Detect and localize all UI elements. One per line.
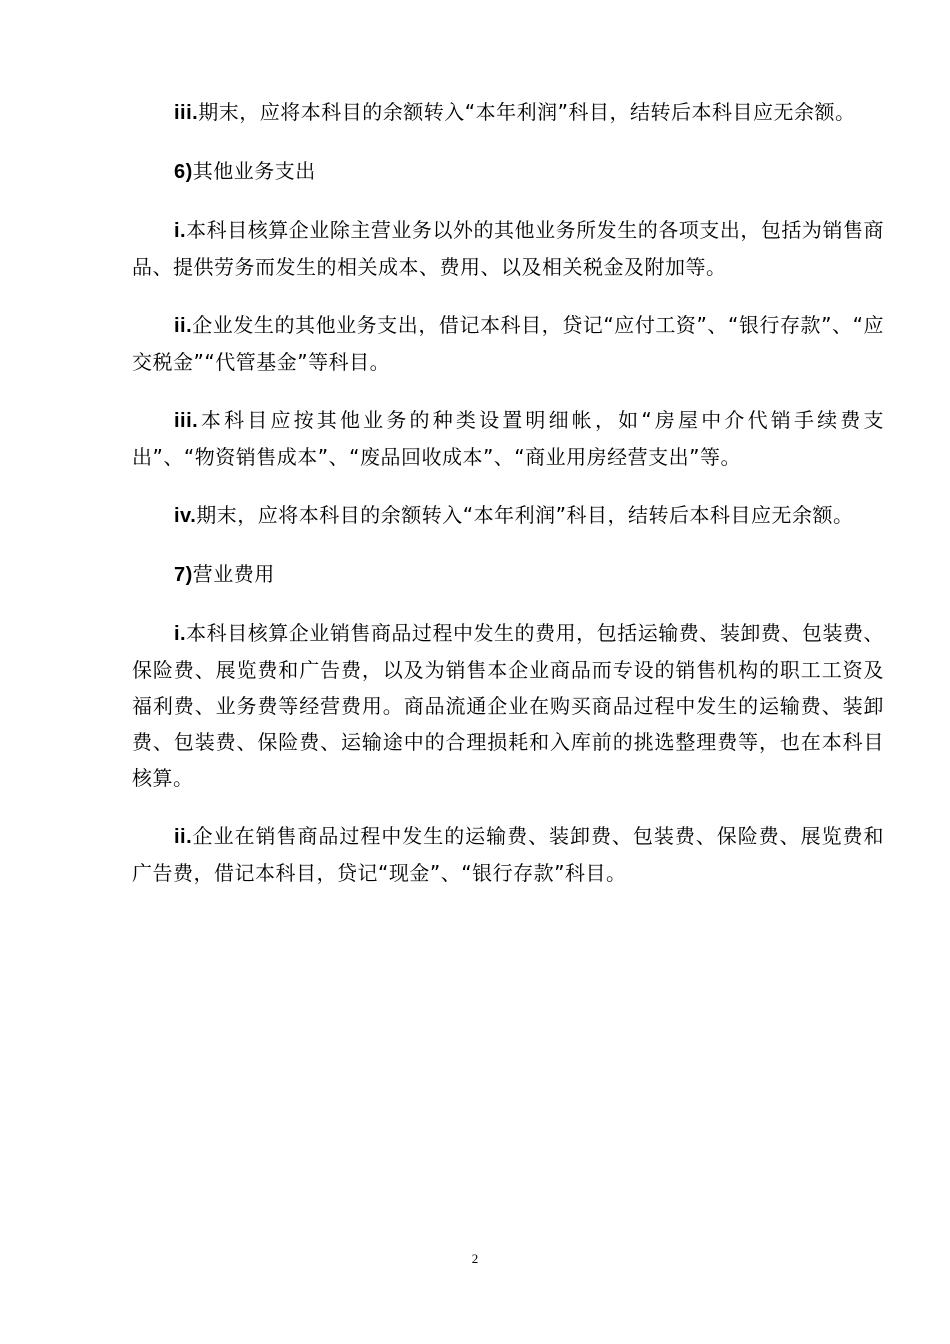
list-marker: i. (174, 220, 187, 242)
paragraph (132, 212, 884, 285)
paragraph-text: 期末，应将本科目的余额转入“本年利润”科目，结转后本科目应无余额。 (198, 100, 856, 124)
list-marker: i. (174, 623, 187, 645)
paragraph-text: 期末，应将本科目的余额转入“本年利润”科目，结转后本科目应无余额。 (196, 503, 854, 527)
page-number: 2 (471, 1251, 479, 1266)
list-marker: ii. (174, 826, 193, 848)
paragraph (132, 307, 884, 380)
document-body (132, 94, 884, 913)
paragraph (132, 497, 884, 534)
paragraph (132, 94, 884, 131)
paragraph (132, 818, 884, 891)
section-number: 6) (174, 161, 193, 183)
paragraph (132, 402, 884, 475)
paragraph (132, 615, 884, 796)
list-marker: iii. (174, 410, 199, 432)
paragraph-text: 企业在销售商品过程中发生的运输费、装卸费、包装费、保险费、展览费和广告费，借记本科目，贷记“现金”、“银行存款”科目。 (132, 824, 884, 885)
list-marker: iv. (174, 505, 197, 527)
section-title: 营业费用 (192, 562, 275, 586)
section-number: 7) (174, 564, 193, 586)
list-marker: iii. (174, 102, 199, 124)
list-marker: ii. (174, 315, 193, 337)
section-heading (132, 153, 884, 190)
section-title: 其他业务支出 (192, 159, 316, 183)
paragraph-text: 本科目核算企业销售商品过程中发生的费用，包括运输费、装卸费、包装费、保险费、展览费和广告费，以及为销售本企业商品而专设的销售机构的职工工资及福利费、业务费等经营费用。商品流通企业在购买商品过程中发生的运输费、装卸费、包装费、保险费、运输途中的合理损耗和入库前的挑选整理费等，也在本科目核算。 (132, 621, 884, 790)
paragraph-text: 本科目核算企业除主营业务以外的其他业务所发生的各项支出，包括为销售商品、提供劳务而发生的相关成本、费用、以及相关税金及附加等。 (132, 218, 884, 279)
section-heading (132, 556, 884, 593)
paragraph-text: 本科目应按其他业务的种类设置明细帐，如“房屋中介代销手续费支出”、“物资销售成本”、“废品回收成本”、“商业用房经营支出”等。 (132, 408, 884, 469)
paragraph-text: 企业发生的其他业务支出，借记本科目，贷记“应付工资”、“银行存款”、“应交税金”“代管基金”等科目。 (132, 313, 884, 374)
